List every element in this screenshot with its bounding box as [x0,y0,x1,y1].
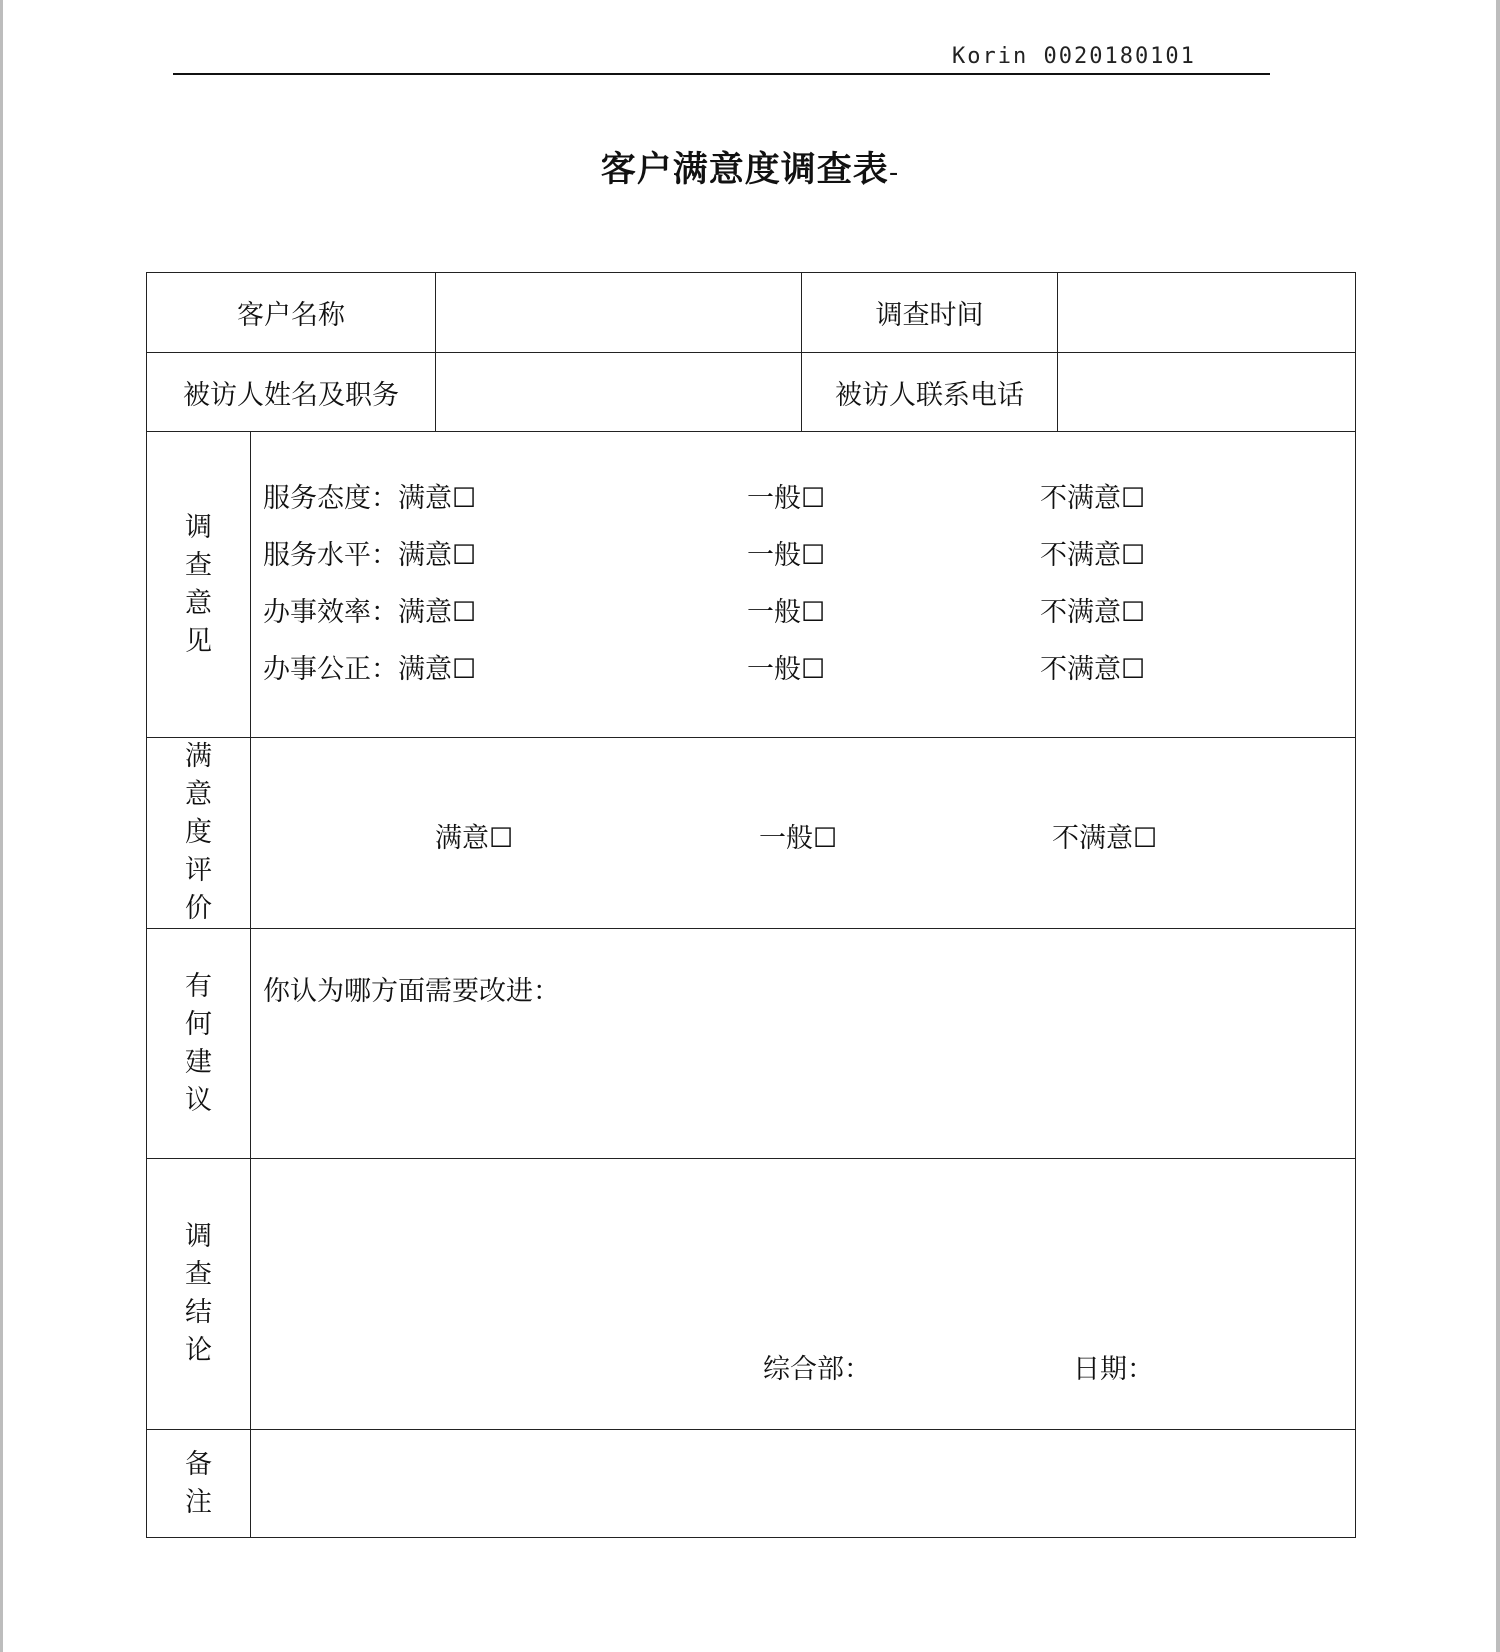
label-char: 论 [185,1335,212,1366]
remarks-field[interactable] [251,1430,1356,1538]
label-char: 调 [185,1221,212,1252]
label-char: 建 [185,1046,212,1078]
date-label: 日期： [1073,1354,1154,1385]
overall-unsatisfied-checkbox[interactable]: 不满意☐ [1052,823,1158,854]
title-text: 客户满意度调查表 [600,150,889,190]
customer-name-label: 客户名称 [147,273,436,353]
rating-row-level [263,527,1355,584]
header-rule [173,73,1270,75]
survey-form-table [146,272,1356,1538]
label-char: 调 [185,511,212,543]
rating-satisfied-checkbox[interactable]: 服务水平：满意☐ [263,540,477,571]
label-char: 意 [185,779,212,810]
label-char: 何 [185,1008,212,1040]
label-char: 有 [185,970,212,1002]
survey-time-field[interactable] [1058,273,1356,353]
rating-neutral-checkbox[interactable]: 一般☐ [747,654,826,685]
page-edge-right [1496,0,1500,1652]
suggestion-label [147,929,251,1159]
rating-row-fairness [263,641,1355,698]
contact-field[interactable] [1058,353,1356,432]
row-suggestion [147,929,1356,1159]
interviewee-label: 被访人姓名及职务 [147,353,436,432]
rating-satisfied-checkbox[interactable]: 服务态度：满意☐ [263,483,477,514]
title-suffix: - [888,158,900,188]
row-remarks [147,1430,1356,1538]
conclusion-field[interactable] [251,1159,1356,1430]
interviewee-field[interactable] [436,353,802,432]
rating-satisfied-checkbox[interactable]: 办事公正：满意☐ [263,654,477,685]
rating-neutral-checkbox[interactable]: 一般☐ [747,540,826,571]
rating-neutral-checkbox[interactable]: 一般☐ [747,597,826,628]
label-char: 见 [185,625,212,657]
row-customer [147,273,1356,353]
rating-row-attitude [263,470,1355,527]
opinion-label [147,432,251,738]
label-char: 评 [185,855,212,886]
label-char: 结 [185,1297,212,1328]
rating-unsatisfied-checkbox[interactable]: 不满意☐ [1040,483,1146,514]
remarks-label [147,1430,251,1538]
conclusion-label [147,1159,251,1430]
overall-satisfied-checkbox[interactable]: 满意☐ [435,823,514,854]
rating-unsatisfied-checkbox[interactable]: 不满意☐ [1040,597,1146,628]
row-interviewee [147,353,1356,432]
rating-row-efficiency [263,584,1355,641]
evaluation-content [251,738,1356,929]
evaluation-label [147,738,251,929]
document-code: Korin 0020180101 [952,44,1196,69]
label-char: 满 [185,741,212,772]
department-signature-label: 综合部： [763,1354,871,1385]
suggestion-field[interactable] [251,929,1356,1159]
page-edge-left [0,0,3,1652]
row-opinion [147,432,1356,738]
label-char: 意 [185,587,212,619]
label-char: 度 [185,817,212,848]
label-char: 议 [185,1084,212,1116]
page-title [0,142,1500,192]
rating-neutral-checkbox[interactable]: 一般☐ [747,483,826,514]
customer-name-field[interactable] [436,273,802,353]
survey-time-label: 调查时间 [802,273,1058,353]
rating-unsatisfied-checkbox[interactable]: 不满意☐ [1040,654,1146,685]
suggestion-prompt: 你认为哪方面需要改进： [263,976,560,1007]
label-char: 查 [185,549,212,581]
label-char: 注 [185,1486,212,1518]
rating-unsatisfied-checkbox[interactable]: 不满意☐ [1040,540,1146,571]
row-evaluation [147,738,1356,929]
row-conclusion [147,1159,1356,1430]
label-char: 备 [185,1448,212,1480]
overall-neutral-checkbox[interactable]: 一般☐ [759,823,838,854]
rating-satisfied-checkbox[interactable]: 办事效率：满意☐ [263,597,477,628]
label-char: 价 [185,893,212,924]
opinion-content [251,432,1356,738]
contact-label: 被访人联系电话 [802,353,1058,432]
label-char: 查 [185,1259,212,1290]
